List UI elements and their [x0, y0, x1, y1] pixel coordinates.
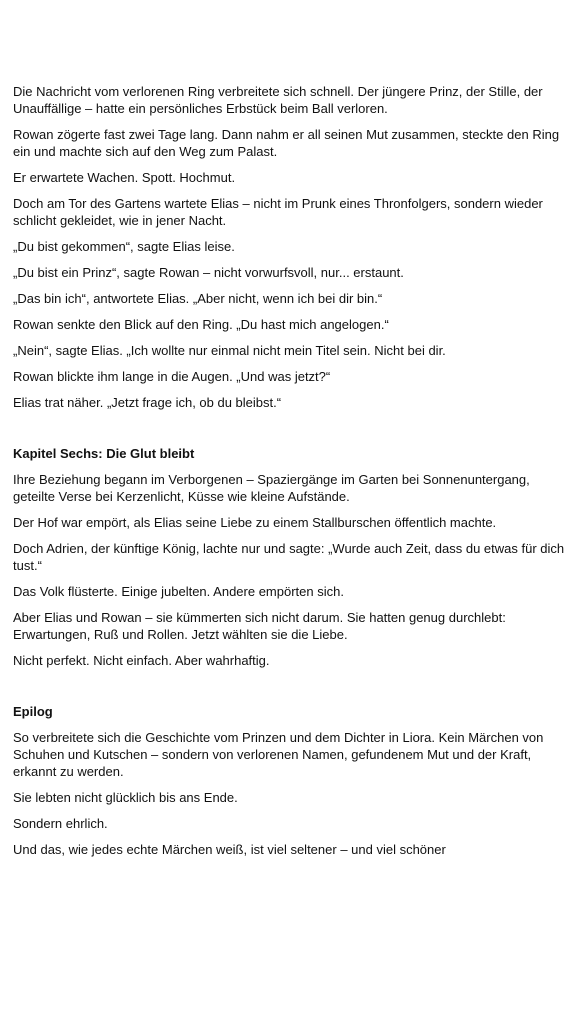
paragraph: Nicht perfekt. Nicht einfach. Aber wahrhaftig. [13, 653, 270, 668]
paragraph: „Du bist ein Prinz“, sagte Rowan – nicht vorwurfsvoll, nur... erstaunt. [13, 265, 404, 280]
paragraph: Und das, wie jedes echte Märchen weiß, ist viel seltener – und viel schöner [13, 842, 446, 857]
section-spacer [13, 420, 565, 445]
section-epilogue [13, 703, 565, 858]
paragraph: Er erwartete Wachen. Spott. Hochmut. [13, 170, 236, 185]
paragraph: Ihre Beziehung begann im Verborgenen – Spaziergänge im Garten bei Sonnenuntergang, geteilte Verse bei Kerzenlicht, Küsse wie kleine Aufstände. [13, 472, 530, 504]
paragraph: Doch Adrien, der künftige König, lachte nur und sagte: „Wurde auch Zeit, dass du etwas für dich tust.“ [13, 541, 565, 573]
section-spacer [13, 678, 565, 703]
paragraph: Elias trat näher. „Jetzt frage ich, ob du bleibst.“ [13, 395, 282, 410]
paragraph: Rowan blickte ihm lange in die Augen. „Und was jetzt?“ [13, 369, 331, 384]
paragraph: „Du bist gekommen“, sagte Elias leise. [13, 239, 235, 254]
paragraph: Rowan senkte den Blick auf den Ring. „Du hast mich angelogen.“ [13, 317, 389, 332]
paragraph: Rowan zögerte fast zwei Tage lang. Dann nahm er all seinen Mut zusammen, steckte den Ring ein und machte sich auf den Weg zum Palast. [13, 127, 560, 159]
document-page [13, 83, 565, 867]
paragraph: Doch am Tor des Gartens wartete Elias – nicht im Prunk eines Thronfolgers, sondern wieder schlicht gekleidet, wie in jener Nacht. [13, 196, 543, 228]
chapter-heading: Kapitel Sechs: Die Glut bleibt [13, 446, 195, 461]
paragraph: Aber Elias und Rowan – sie kümmerten sich nicht darum. Sie hatten genug durchlebt: Erwartungen, Ruß und Rollen. Jetzt wählten sie die Liebe. [13, 610, 506, 642]
paragraph: Sondern ehrlich. [13, 816, 108, 831]
section-chapter-five-end [13, 83, 565, 411]
paragraph: Der Hof war empört, als Elias seine Liebe zu einem Stallburschen öffentlich machte. [13, 515, 497, 530]
section-chapter-six [13, 445, 565, 669]
paragraph: „Das bin ich“, antwortete Elias. „Aber nicht, wenn ich bei dir bin.“ [13, 291, 383, 306]
paragraph: „Nein“, sagte Elias. „Ich wollte nur einmal nicht mein Titel sein. Nicht bei dir. [13, 343, 446, 358]
paragraph: Die Nachricht vom verlorenen Ring verbreitete sich schnell. Der jüngere Prinz, der Stille, der Unauffällige – hatte ein persönliches Erbstück beim Ball verloren. [13, 84, 543, 116]
paragraph: So verbreitete sich die Geschichte vom Prinzen und dem Dichter in Liora. Kein Märchen von Schuhen und Kutschen – sondern von verlorenen Namen, gefundenem Mut und der Kraft, erkannt zu werden. [13, 730, 544, 779]
paragraph: Das Volk flüsterte. Einige jubelten. Andere empörten sich. [13, 584, 344, 599]
epilogue-heading: Epilog [13, 704, 53, 719]
paragraph: Sie lebten nicht glücklich bis ans Ende. [13, 790, 238, 805]
